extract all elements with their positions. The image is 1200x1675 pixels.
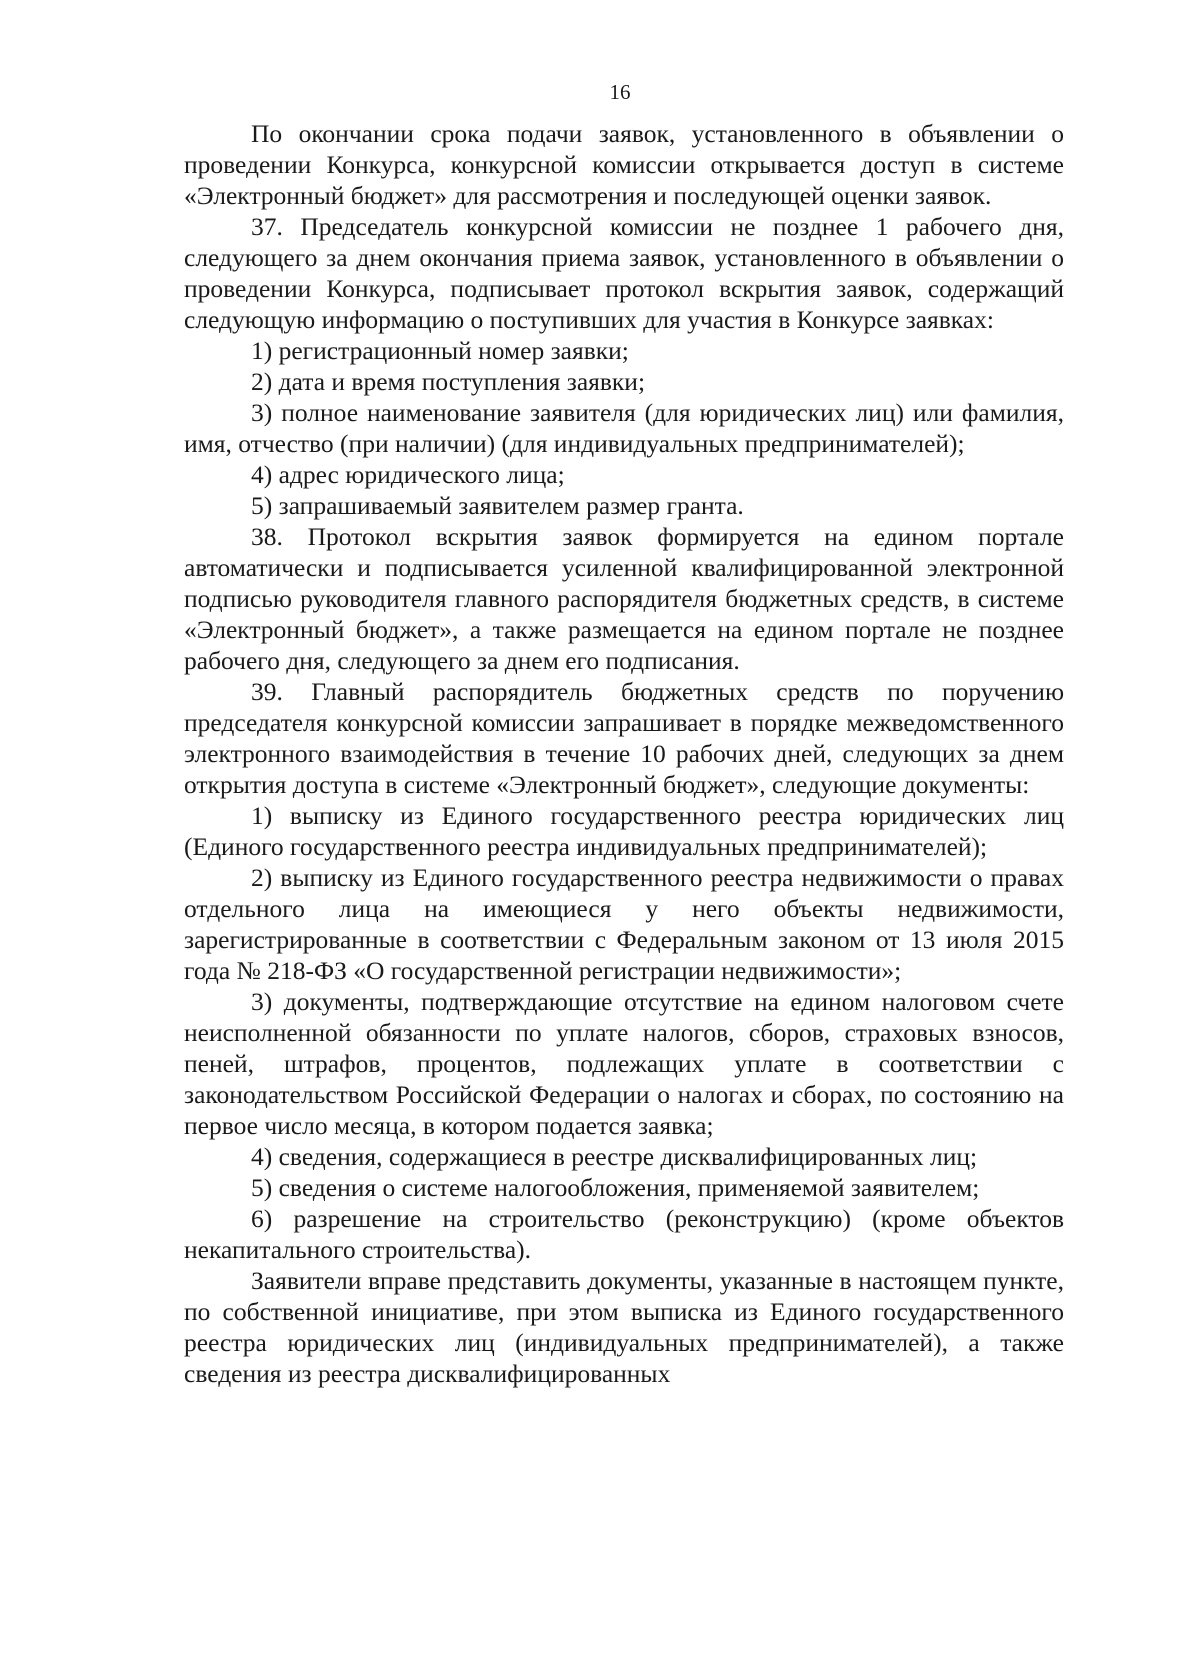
document-body: [184, 118, 1064, 1389]
list-item-39-1: 1) выписку из Единого государственного реестра юридических лиц (Единого государственного реестра индивидуальных предпринимателей);: [184, 801, 1064, 861]
page-number: 16: [609, 80, 631, 104]
list-item-37-5: 5) запрашиваемый заявителем размер гранта.: [251, 491, 744, 520]
paragraph-review-access: По окончании срока подачи заявок, установленного в объявлении о проведении Конкурса, конкурсной комиссии открывается доступ в системе «Электронный бюджет» для рассмотрения и последующей оценки заявок.: [184, 119, 1064, 210]
list-item-37-2: 2) дата и время поступления заявки;: [251, 367, 646, 396]
list-item-39-4: 4) сведения, содержащиеся в реестре дисквалифицированных лиц;: [251, 1142, 978, 1171]
paragraph-39: 39. Главный распорядитель бюджетных средств по поручению председателя конкурсной комиссии запрашивает в порядке межведомственного электронного взаимодействия в течение 10 рабочих дней, следующих за днем открытия доступа в системе «Электронный бюджет», следующие документы:: [184, 677, 1064, 799]
list-item-39-2: 2) выписку из Единого государственного реестра недвижимости о правах отдельного лица на имеющиеся у него объекты недвижимости, зарегистрированные в соответствии с Федеральным законом от 13 июля 2015 года № 218-ФЗ «О государственной регистрации недвижимости»;: [184, 863, 1064, 985]
list-item-37-4: 4) адрес юридического лица;: [251, 460, 565, 489]
paragraph-38: 38. Протокол вскрытия заявок формируется на едином портале автоматически и подписывается усиленной квалифицированной электронной подписью руководителя главного распорядителя бюджетных средств, в системе «Электронный бюджет», а также размещается на едином портале не позднее рабочего дня, следующего за днем его подписания.: [184, 522, 1064, 675]
list-item-37-3: 3) полное наименование заявителя (для юридических лиц) или фамилия, имя, отчество (при наличии) (для индивидуальных предпринимателей);: [184, 398, 1064, 458]
paragraph-applicants-right: Заявители вправе представить документы, указанные в настоящем пункте, по собственной инициативе, при этом выписка из Единого государственного реестра юридических лиц (индивидуальных предпринимателей), а также сведения из реестра дисквалифицированных: [184, 1266, 1064, 1388]
list-item-37-1: 1) регистрационный номер заявки;: [251, 336, 629, 365]
list-item-39-6: 6) разрешение на строительство (реконструкцию) (кроме объектов некапитального строительства).: [184, 1204, 1064, 1264]
paragraph-37: 37. Председатель конкурсной комиссии не позднее 1 рабочего дня, следующего за днем окончания приема заявок, установленного в объявлении о проведении Конкурса, подписывает протокол вскрытия заявок, содержащий следующую информацию о поступивших для участия в Конкурсе заявках:: [184, 212, 1064, 334]
list-item-39-3: 3) документы, подтверждающие отсутствие на едином налоговом счете неисполненной обязанности по уплате налогов, сборов, страховых взносов, пеней, штрафов, процентов, подлежащих уплате в соответствии с законодательством Российской Федерации о налогах и сборах, по состоянию на первое число месяца, в котором подается заявка;: [184, 987, 1064, 1140]
list-item-39-5: 5) сведения о системе налогообложения, применяемой заявителем;: [251, 1173, 980, 1202]
